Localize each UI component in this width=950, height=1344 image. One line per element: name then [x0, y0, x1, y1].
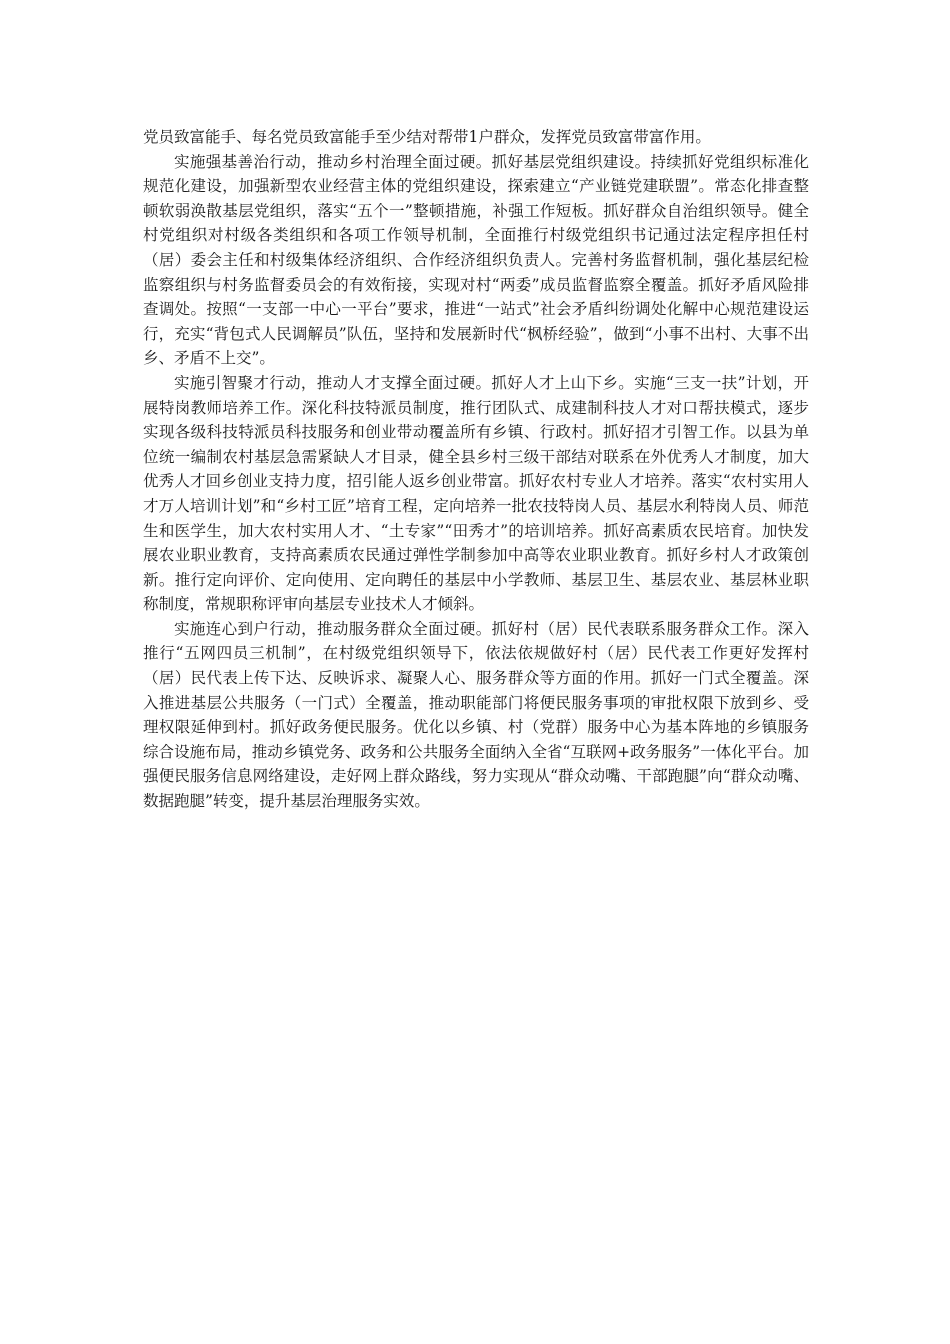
paragraph-talent-support: 实施引智聚才行动，推动人才支撑全面过硬。抓好人才上山下乡。实施“三支一扶”计划，开展特岗教师培养工作。深化科技特派员制度，推行团队式、成建制科技人才对口帮扶模式，逐步实现各级科技特派员科技服务和创业带动覆盖所有乡镇、行政村。抓好招才引智工作。以县为单位统一编制农村基层急需紧缺人才目录，健全县乡村三级干部结对联系在外优秀人才制度，加大优秀人才回乡创业支持力度，招引能人返乡创业带富。抓好农村专业人才培养。落实“农村实用人才万人培训计划”和“乡村工匠”培育工程，定向培养一批农技特岗人员、基层水利特岗人员、师范生和医学生，加大农村实用人才、“土专家”“田秀才”的培训培养。抓好高素质农民培育。加快发展农业职业教育，支持高素质农民通过弹性学制参加中高等农业职业教育。抓好乡村人才政策创新。推行定向评价、定向使用、定向聘任的基层中小学教师、基层卫生、基层农业、基层林业职称制度，常规职称评审向基层专业技术人才倾斜。 — [143, 373, 809, 614]
document-body — [143, 125, 809, 814]
paragraph-public-service: 实施连心到户行动，推动服务群众全面过硬。抓好村（居）民代表联系服务群众工作。深入推行“五网四员三机制”，在村级党组织领导下，依法依规做好村（居）民代表工作更好发挥村（居）民代表上传下达、反映诉求、凝聚人心、服务群众等方面的作用。抓好一门式全覆盖。深入推进基层公共服务（一门式）全覆盖，推动职能部门将便民服务事项的审批权限下放到乡、受理权限延伸到村。抓好政务便民服务。优化以乡镇、村（党群）服务中心为基本阵地的乡镇服务综合设施布局，推动乡镇党务、政务和公共服务全面纳入全省“互联网+政务服务”一体化平台。加强便民服务信息网络建设，走好网上群众路线，努力实现从“群众动嘴、干部跑腿”向“群众动嘴、数据跑腿”转变，提升基层治理服务实效。 — [143, 619, 809, 811]
paragraph-grassroots-governance: 实施强基善治行动，推动乡村治理全面过硬。抓好基层党组织建设。持续抓好党组织标准化规范化建设，加强新型农业经营主体的党组织建设，探索建立“产业链党建联盟”。常态化排查整顿软弱涣散基层党组织，落实“五个一”整顿措施，补强工作短板。抓好群众自治组织领导。健全村党组织对村级各类组织和各项工作领导机制，全面推行村级党组织书记通过法定程序担任村（居）委会主任和村级集体经济组织、合作经济组织负责人。完善村务监督机制，强化基层纪检监察组织与村务监督委员会的有效衔接，实现对村“两委”成员监督监察全覆盖。抓好矛盾风险排查调处。按照“一支部一中心一平台”要求，推进“一站式”社会矛盾纠纷调处化解中心规范建设运行，充实“背包式人民调解员”队伍，坚持和发展新时代“枫桥经验”，做到“小事不出村、大事不出乡、矛盾不上交”。 — [143, 152, 809, 368]
paragraph-continuation: 党员致富能手、每名党员致富能手至少结对帮带1户群众，发挥党员致富带富作用。 — [143, 128, 711, 146]
